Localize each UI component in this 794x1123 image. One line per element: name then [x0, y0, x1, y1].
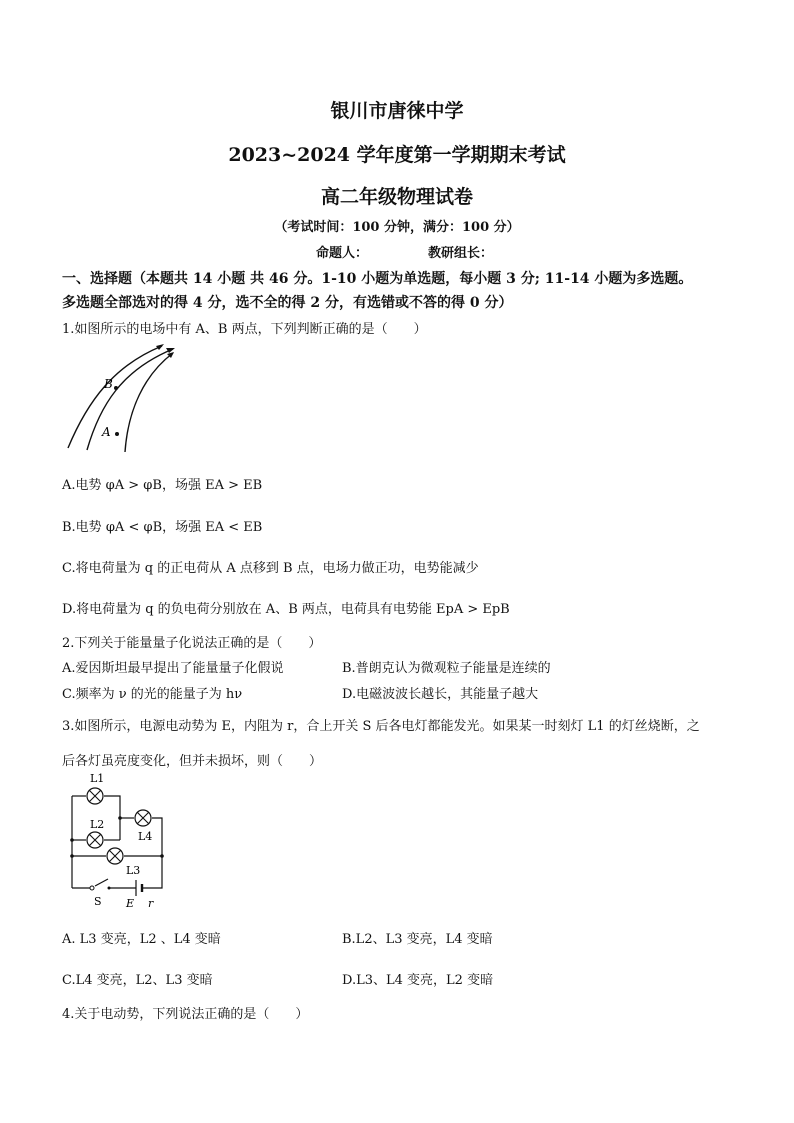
label-b: B [104, 377, 113, 391]
q2-stem: 2.下列关于能量量子化说法正确的是（ ） [62, 636, 322, 651]
label-e: E [126, 897, 135, 910]
q3-stem-line1: 3.如图所示，电源电动势为 E，内阻为 r，合上开关 S 后各电灯都能发光。如果某一时刻灯 L1 的灯丝烧断，之 [62, 719, 700, 734]
school-title: 银川市唐徕中学 [330, 100, 464, 122]
q3-option-a: A. L3 变亮，L2 、L4 变暗 [62, 932, 221, 947]
label-a: A [102, 425, 111, 439]
setter-label: 命题人： [316, 246, 369, 261]
switch-contact-right [108, 887, 111, 890]
label-l3: L3 [126, 864, 141, 877]
q2-option-a: A.爱因斯坦最早提出了能量量子化假说 [62, 661, 284, 676]
q1-option-d: D.将电荷量为 q 的负电荷分别放在 A、B 两点，电荷具有电势能 EpA > EpB [62, 602, 510, 617]
label-l1: L1 [90, 772, 105, 785]
label-l2: L2 [90, 818, 105, 831]
q3-option-b: B.L2、L3 变亮，L4 变暗 [342, 932, 493, 947]
q3-stem-line2: 后各灯虽亮度变化，但并未损坏，则（ ） [62, 754, 323, 769]
label-l4: L4 [138, 830, 153, 843]
subject-title: 高二年级物理试卷 [320, 186, 473, 208]
q3-option-d: D.L3、L4 变亮，L2 变暗 [342, 973, 494, 988]
switch-contact-left [90, 886, 94, 890]
label-s: S [94, 895, 102, 908]
q1-stem: 1.如图所示的电场中有 A、B 两点，下列判断正确的是（ ） [62, 322, 427, 337]
q1-option-a: A.电势 φA > φB，场强 EA > EB [62, 478, 263, 493]
q2-option-b: B.普朗克认为微观粒子能量是连续的 [342, 661, 551, 676]
q2-option-c: C.频率为 ν 的光的能量子为 hν [62, 687, 243, 702]
exam-time-note: （考试时间：100 分钟，满分：100 分） [274, 220, 520, 235]
circuit-figure [62, 768, 172, 913]
leader-label: 教研组长： [428, 246, 494, 261]
section-heading-line2: 多选题全部选对的得 4 分，选不全的得 2 分，有选错或不答的得 0 分） [62, 295, 513, 311]
point-a [115, 432, 119, 436]
point-b [114, 386, 118, 390]
arrowhead-1 [156, 344, 164, 350]
q4-stem: 4.关于电动势，下列说法正确的是（ ） [62, 1007, 309, 1022]
field-line-3 [125, 353, 173, 452]
exam-title: 2023~2024 学年度第一学期期末考试 [228, 144, 566, 166]
q1-option-b: B.电势 φA < φB，场强 EA < EB [62, 520, 263, 535]
section-heading-line1: 一、选择题（本题共 14 小题 共 46 分。1-10 小题为单选题，每小题 3 分; 11-14 小题为多选题。 [62, 271, 693, 287]
q1-option-c: C.将电荷量为 q 的正电荷从 A 点移到 B 点，电场力做正功，电势能减少 [62, 561, 479, 576]
label-r: r [148, 897, 154, 910]
q2-option-d: D.电磁波波长越长，其能量子越大 [342, 687, 539, 702]
q3-option-c: C.L4 变亮，L2、L3 变暗 [62, 973, 213, 988]
electric-field-figure [60, 340, 190, 455]
